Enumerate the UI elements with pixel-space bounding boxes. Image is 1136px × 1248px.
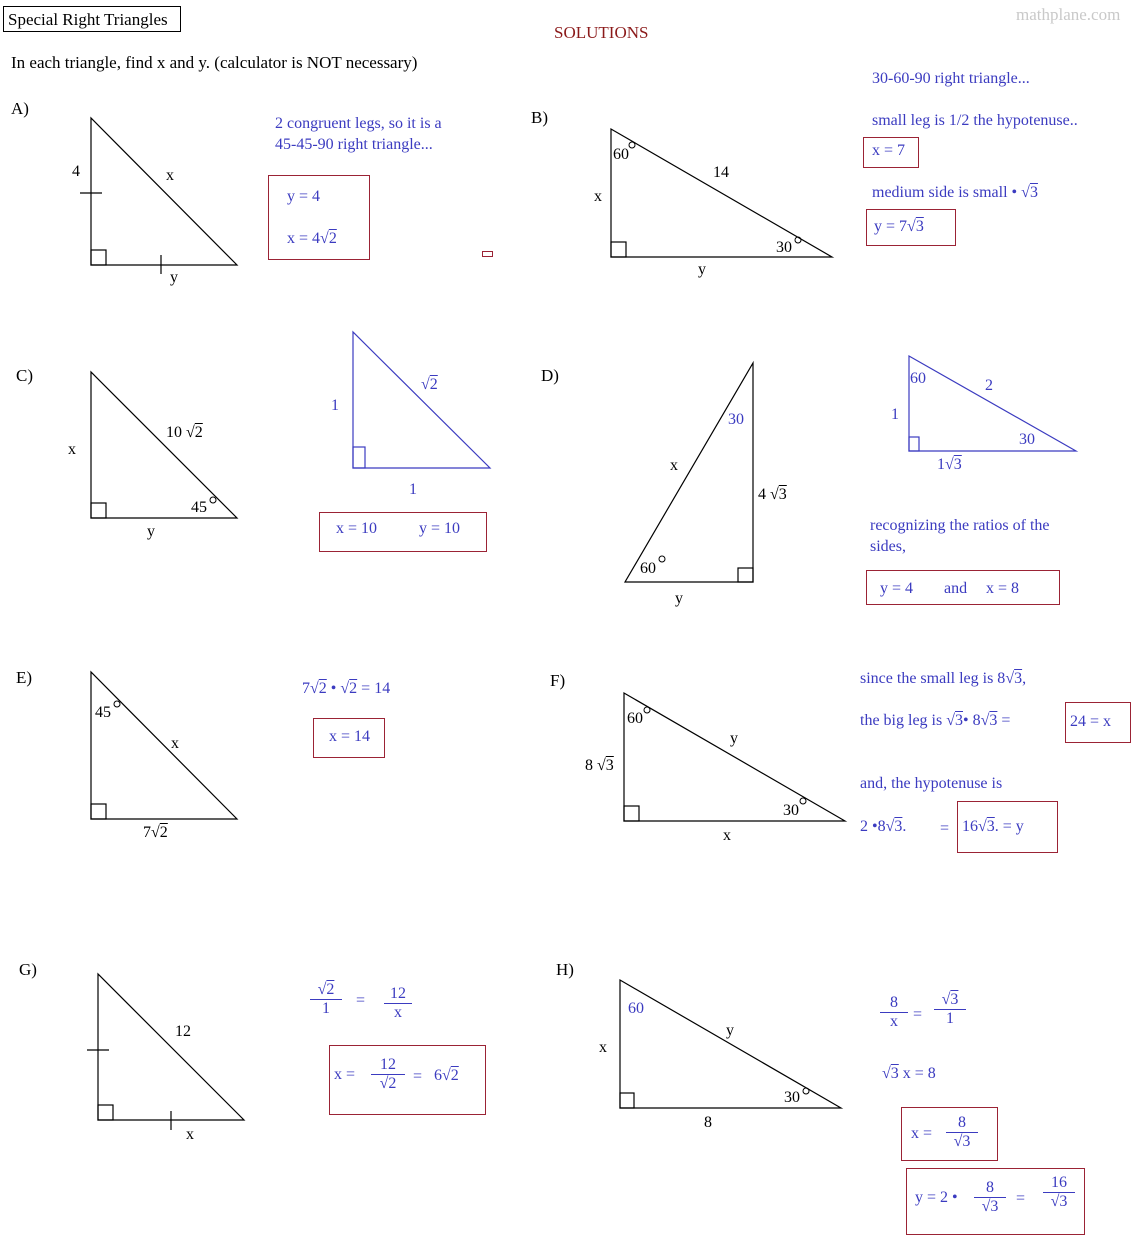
triangle-e-angle: 45 [95,704,111,721]
triangle-d-hypotenuse: x [670,457,678,474]
d-ref-left: 1 [891,406,899,423]
triangle-h-angle-top: 60 [628,1000,644,1017]
d-ref-angle-top: 60 [910,370,926,387]
problem-a-label: A) [11,99,29,118]
c-ref-base: 1 [409,481,417,498]
h-answer-x-fraction: $\frac{8}{√3}$ [946,1114,978,1152]
e-answer-x: x = 14 [329,728,371,745]
problem-b-label: B) [531,108,548,127]
triangle-d-angle-bottom: 60 [640,560,656,577]
triangle-b-side-left: x [594,188,602,205]
triangle-c-hypotenuse: 10 √2 [166,424,203,441]
g-eq-equals: = [356,992,366,1009]
a-answer-x: x = 4√2 [287,230,337,247]
problem-f-label: F) [550,671,566,690]
d-ref-base: 1√3 [937,456,962,473]
triangle-f-angle-right: 30 [783,802,799,819]
g-eq-fraction-2: $\frac{12}{x}$ [384,985,412,1023]
solutions-heading: SOLUTIONS [554,23,649,42]
g-eq-fraction-1: $\frac{√2}{1}$ [310,981,342,1019]
a-answer-y: y = 4 [287,188,321,205]
h-eq-2: √3 x = 8 [882,1065,936,1082]
triangle-d-angle-top: 30 [728,411,744,428]
triangle-g-hypotenuse: 12 [175,1023,191,1040]
triangle-b-base: y [698,261,706,278]
h-answer-y-fraction-1: $\frac{8}{√3}$ [974,1179,1006,1217]
problem-g-label: G) [19,960,37,979]
f-equals: = [940,820,950,837]
c-answer-y: y = 10 [419,520,461,537]
page-title: Special Right Triangles [3,6,181,32]
triangle-b-hypotenuse: 14 [713,164,729,181]
problem-c-label: C) [16,366,33,385]
a-note-1: 2 congruent legs, so it is a [275,115,442,132]
g-answer-fraction: $\frac{12}{√2}$ [371,1056,405,1094]
triangle-f-side-left: 8 √3 [585,757,614,774]
problem-e-label: E) [16,668,33,687]
f-equation: 2 •8√3. [860,818,907,835]
h-eq-fraction-1: $\frac{8}{x}$ [880,994,908,1032]
g-answer-equals: = [413,1068,423,1085]
triangle-f-hypotenuse: y [730,730,738,747]
h-eq-fraction-2: $\frac{√3}{1}$ [934,991,966,1029]
f-note-3: and, the hypotenuse is [860,775,1003,792]
g-answer-result: 6√2 [434,1067,459,1084]
e-equation: 7√2 • √2 = 14 [302,680,391,697]
triangle-h-hypotenuse: y [726,1022,734,1039]
triangle-c-base: y [147,523,155,540]
triangle-h-angle-right: 30 [784,1089,800,1106]
b-answer-x: x = 7 [872,142,906,159]
b-answer-y: y = 7√3 [874,218,924,235]
triangle-a-side-left: 4 [72,163,80,180]
instructions: In each triangle, find x and y. (calculator is NOT necessary) [11,53,418,72]
d-answer-x: x = 8 [986,580,1020,597]
c-answer-x: x = 10 [336,520,378,537]
c-ref-left: 1 [331,397,339,414]
d-ref-angle: 30 [1019,431,1035,448]
problem-h-label: H) [556,960,574,979]
watermark: mathplane.com [1016,5,1121,24]
a-note-2: 45-45-90 right triangle... [275,136,433,153]
triangle-f-angle-top: 60 [627,710,643,727]
triangle-d-side-right: 4 √3 [758,486,787,503]
triangle-d-base: y [675,590,683,607]
h-answer-y-equals: = [1016,1190,1026,1207]
d-note-2: sides, [870,538,906,555]
triangle-a-base: y [170,269,178,286]
d-answer-y: y = 4 [880,580,914,597]
g-answer-pre: x = [334,1066,356,1083]
triangle-b-angle-right: 30 [776,239,792,256]
problem-d-label: D) [541,366,559,385]
h-answer-y-pre: y = 2 • [915,1189,958,1206]
triangle-f-base: x [723,827,731,844]
triangle-a-hypotenuse: x [166,167,174,184]
triangle-g-base: x [186,1126,194,1143]
triangle-c-side-left: x [68,441,76,458]
d-answer-and: and [944,580,968,597]
h-answer-x-pre: x = [911,1125,933,1142]
d-note-1: recognizing the ratios of the [870,517,1050,534]
triangle-h-base: 8 [704,1114,712,1131]
triangle-b-angle-top: 60 [613,146,629,163]
h-answer-y-fraction-2: $\frac{16}{√3}$ [1043,1174,1075,1212]
f-answer-x: 24 = x [1070,713,1112,730]
triangle-e-base: 7√2 [143,824,168,841]
b-note-1: 30-60-90 right triangle... [872,70,1030,87]
c-ref-hypotenuse: √2 [421,376,438,393]
f-answer-y: 16√3. = y [962,818,1024,835]
b-note-2: small leg is 1/2 the hypotenuse.. [872,112,1078,129]
d-ref-hypotenuse: 2 [985,377,993,394]
triangle-e-hypotenuse: x [171,735,179,752]
f-note-1: since the small leg is 8√3, [860,670,1027,687]
b-note-3: medium side is small • √3 [872,184,1038,201]
triangle-c-angle: 45 [191,499,207,516]
triangle-h-side-left: x [599,1039,607,1056]
f-note-2: the big leg is √3• 8√3 = [860,712,1011,729]
h-eq-equals: = [913,1006,923,1023]
